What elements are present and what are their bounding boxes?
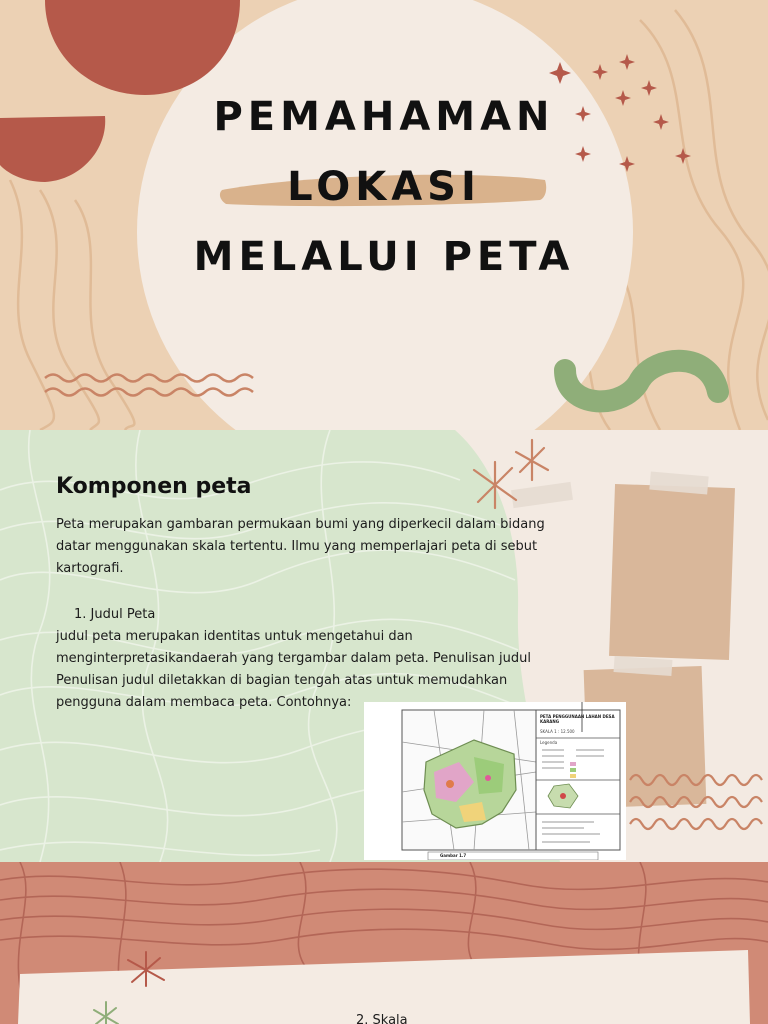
title-line-2: LOKASI [287,164,481,210]
content-slide-komponen [0,430,768,862]
item-1-title: 1. Judul Peta [74,607,156,622]
item-2-title: 2. Skala [356,1013,408,1024]
title-line-1: PEMAHAMAN [213,94,555,140]
intro-paragraph: Peta merupakan gambaran permukaan bumi yang diperkecil dalam bidang datar menggunakan skala tertentu. Ilmu yang memperlajari peta di sebut kartografi. [56,517,545,576]
map-illustration [364,702,626,860]
map-scale: SKALA 1 : 12.500 [540,729,575,734]
title-slide [0,0,768,430]
item-1-body: judul peta merupakan identitas untuk mengetahui dan menginterpretasikandaerah yang tergambar dalam peta. Penulisan judul Penulisan judul diletakkan di bagian tengah atas untuk memudahkan pengguna dalam membaca peta. Contohnya: [56,629,531,710]
map-legend-label: Legenda [540,740,558,745]
skala-slide-background [0,862,768,1024]
map-title: PETA PENGGUNAAN LAHAN DESA KARANG [540,714,615,724]
section-heading: Komponen peta [56,474,252,499]
map-caption: Gambar 1.7 [440,853,467,858]
title-line-3: MELALUI PETA [193,234,575,280]
map-example-image [364,702,626,860]
content-slide-skala [0,862,768,1024]
